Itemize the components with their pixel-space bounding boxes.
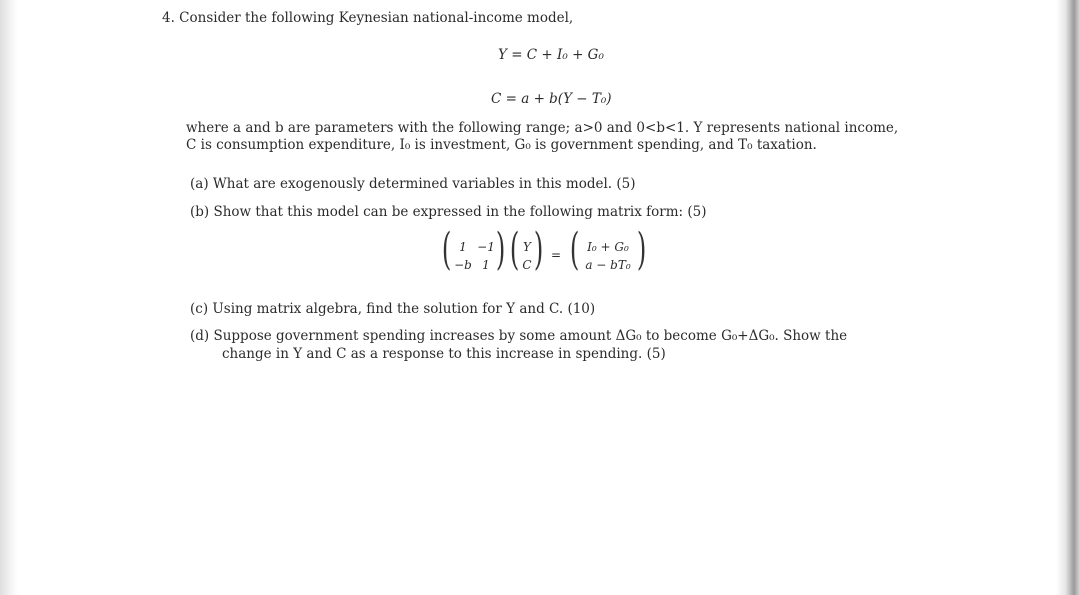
- part-b: (b) Show that this model can be expressed in the following matrix form: (5): [190, 204, 707, 220]
- part-d-line2: change in Y and C as a response to this increase in spending. (5): [222, 346, 666, 362]
- matrix-a11: 1: [459, 240, 467, 254]
- rhs-row2: a − bT₀: [585, 258, 631, 272]
- matrix-a21: −b: [454, 258, 472, 272]
- matrix-equation: [441, 224, 714, 280]
- page-shadow-left: [0, 0, 18, 595]
- part-a: (a) What are exogenously determined variables in this model. (5): [190, 176, 636, 192]
- vector-y: Y: [523, 240, 531, 254]
- equation-consumption: C = a + b(Y − T₀): [491, 91, 612, 107]
- paren-close: ): [495, 224, 506, 275]
- paren-close: ): [636, 224, 647, 275]
- part-d-line1: (d) Suppose government spending increases by some amount ΔG₀ to become G₀+ΔG₀. Show the: [190, 328, 848, 344]
- rhs-row1: I₀ + G₀: [587, 240, 629, 254]
- parameter-description-line1: where a and b are parameters with the following range; a>0 and 0<b<1. Y represents national income,: [186, 120, 899, 136]
- paren-open: (: [569, 224, 580, 275]
- matrix-a22: 1: [482, 258, 490, 272]
- equals-sign: =: [550, 248, 562, 262]
- paren-open: (: [441, 224, 452, 275]
- equation-income: Y = C + I₀ + G₀: [498, 47, 604, 63]
- vector-c: C: [522, 258, 532, 272]
- matrix-a12: −1: [477, 240, 495, 254]
- page-edge-right: [1056, 0, 1080, 595]
- parameter-description-line2: C is consumption expenditure, I₀ is investment, G₀ is government spending, and T₀ taxation.: [186, 137, 817, 153]
- part-c: (c) Using matrix algebra, find the solution for Y and C. (10): [190, 301, 596, 317]
- paren-open: (: [509, 224, 520, 275]
- paren-close: ): [533, 224, 544, 275]
- problem-intro: 4. Consider the following Keynesian national-income model,: [162, 10, 574, 26]
